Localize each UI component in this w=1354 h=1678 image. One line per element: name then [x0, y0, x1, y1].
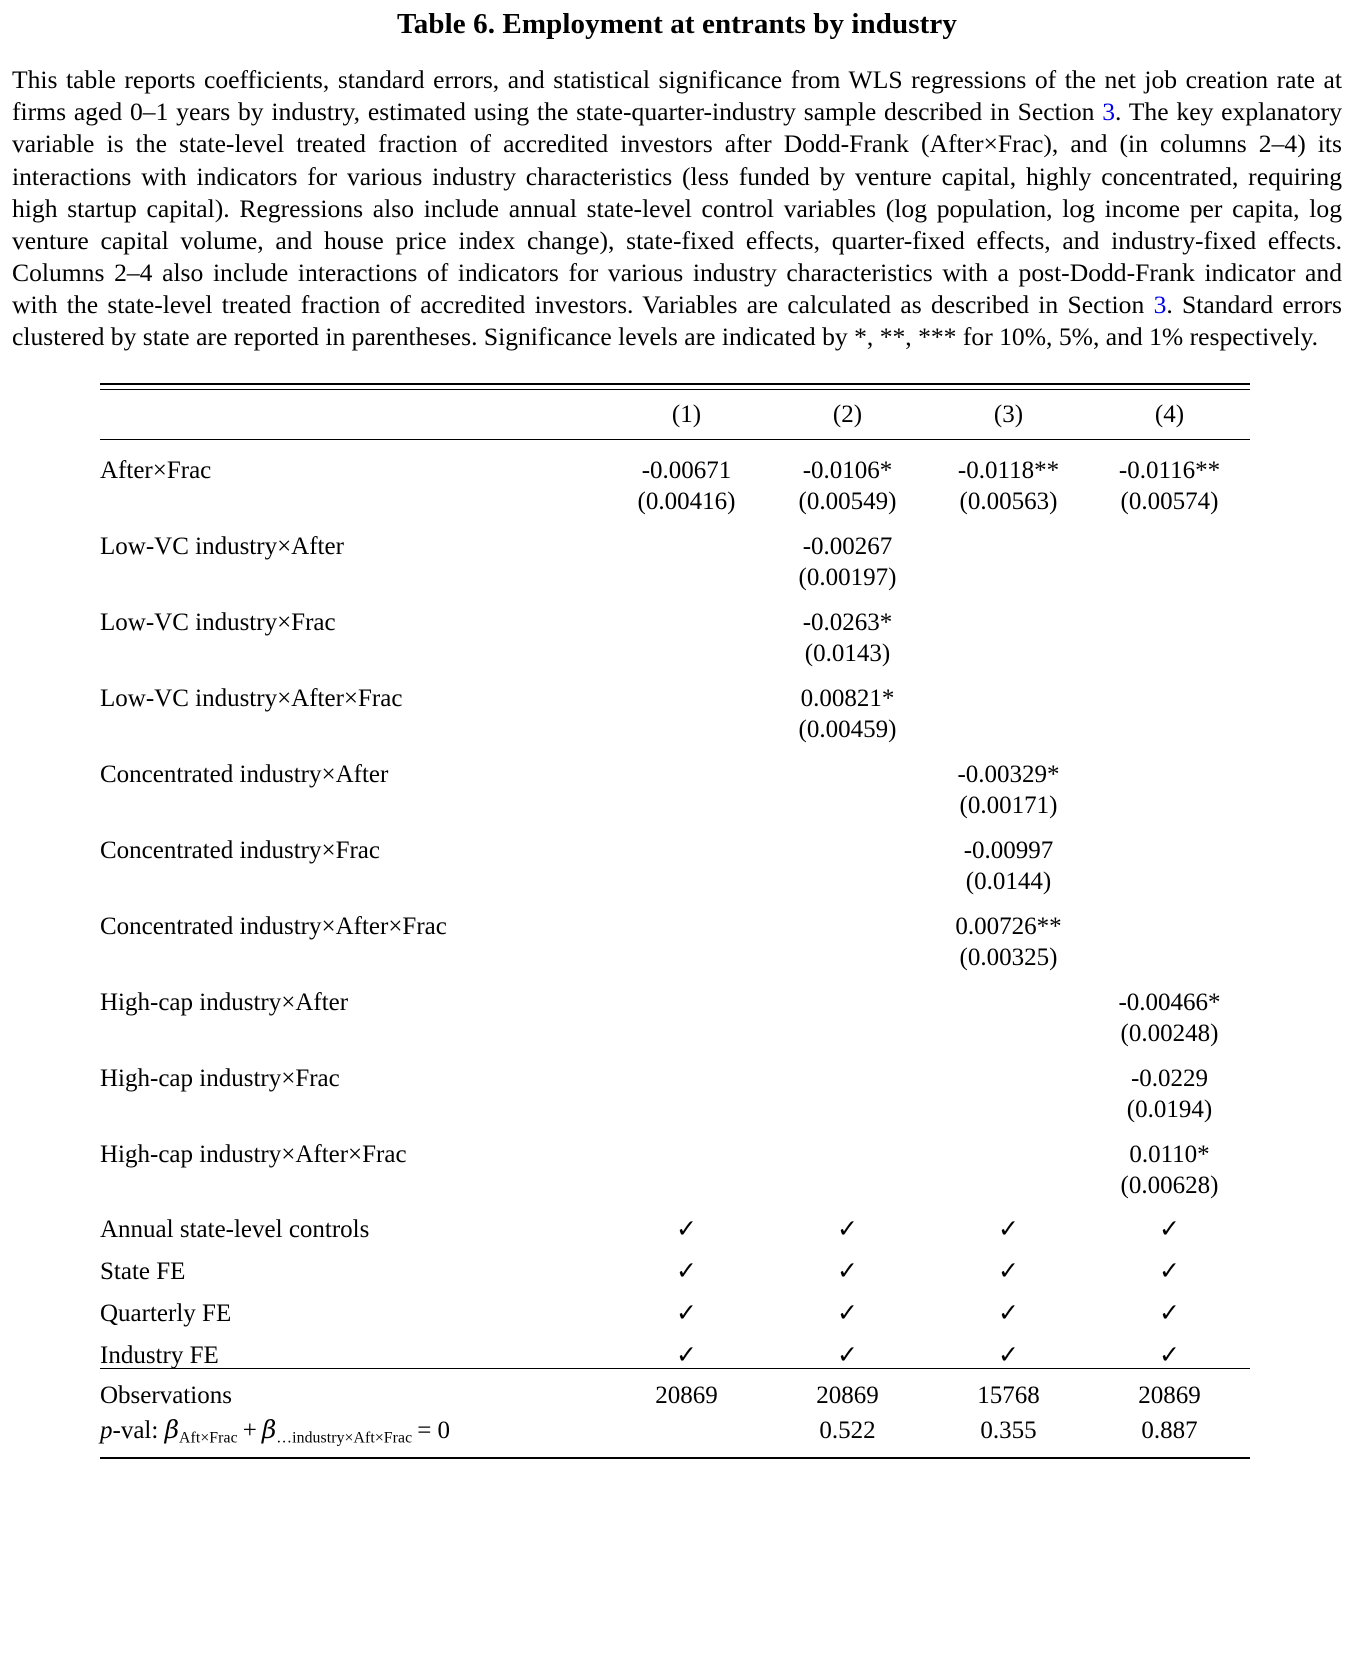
std-error-cell: (0.0144) [965, 868, 1052, 896]
caption-segment-1: This table reports coefficients, standard errors, and statistical significance from WLS regressions of the net job creation rate at firms aged 0–1 years by industry, estimated using the state-quarter-industry sample described in Section [12, 65, 1342, 127]
table-row [100, 637, 1250, 668]
coefficient-cell [606, 1048, 767, 1093]
row-label-spacer [100, 1169, 606, 1200]
coefficient-cell: -0.0263* [802, 609, 893, 637]
coefficient-cell [1089, 668, 1250, 713]
check-icon: ✓ [1159, 1342, 1180, 1370]
row-label-spacer [100, 637, 606, 668]
std-error-cell: (0.0143) [804, 640, 891, 668]
coefficient-cell: -0.00671 [641, 457, 732, 485]
std-error-cell: (0.00549) [798, 488, 897, 516]
pvalue-p-italic: p [100, 1417, 113, 1445]
coefficient-cell [928, 668, 1089, 713]
std-error-cell: (0.0194) [1126, 1096, 1213, 1124]
table-row [100, 485, 1250, 516]
check-icon: ✓ [837, 1216, 858, 1244]
column-header-3: (3) [993, 401, 1024, 429]
coefficient-cell: -0.00997 [963, 837, 1054, 865]
row-label: State FE [100, 1258, 186, 1286]
row-label-spacer [100, 865, 606, 896]
coefficient-cell [928, 516, 1089, 561]
table-row [100, 865, 1250, 896]
coefficient-cell [767, 896, 928, 941]
std-error-cell [606, 713, 767, 744]
rule [100, 1458, 1250, 1459]
observations-cell: 20869 [655, 1382, 718, 1410]
coefficient-cell: -0.00267 [802, 533, 893, 561]
check-icon: ✓ [837, 1300, 858, 1328]
std-error-cell [767, 865, 928, 896]
std-error-cell [1089, 713, 1250, 744]
std-error-cell [606, 1169, 767, 1200]
std-error-cell [1089, 637, 1250, 668]
row-label: High-cap industry×After [100, 989, 349, 1017]
std-error-cell [606, 789, 767, 820]
table-row [100, 941, 1250, 972]
std-error-cell: (0.00197) [798, 564, 897, 592]
std-error-cell [606, 1017, 767, 1048]
std-error-cell [928, 713, 1089, 744]
table-row [100, 1017, 1250, 1048]
pvalue-row-label [100, 1410, 606, 1457]
table-row [100, 1284, 1250, 1326]
row-label: Concentrated industry×After×Frac [100, 913, 447, 941]
std-error-cell [767, 1093, 928, 1124]
coefficient-cell: -0.0229 [1130, 1065, 1209, 1093]
table-row [100, 1410, 1250, 1457]
equals-zero: = 0 [417, 1417, 451, 1445]
header-spacer [100, 390, 606, 440]
table-row [100, 668, 1250, 713]
coefficient-cell [767, 744, 928, 789]
coefficient-cell [928, 592, 1089, 637]
std-error-cell [606, 1093, 767, 1124]
table-row [100, 440, 1250, 485]
coefficient-cell [1089, 592, 1250, 637]
regression-table [100, 383, 1250, 1458]
coefficient-cell [606, 516, 767, 561]
coefficient-cell [1089, 516, 1250, 561]
check-icon: ✓ [998, 1300, 1019, 1328]
beta-symbol-2: β [261, 1415, 277, 1445]
table-bottom-rule [100, 1458, 1250, 1459]
check-icon: ✓ [837, 1342, 858, 1370]
std-error-cell: (0.00171) [959, 792, 1058, 820]
table-header-row [100, 390, 1250, 440]
row-label: High-cap industry×Frac [100, 1065, 340, 1093]
check-icon: ✓ [998, 1258, 1019, 1286]
row-label-spacer [100, 713, 606, 744]
table-row [100, 1200, 1250, 1242]
std-error-cell [606, 941, 767, 972]
std-error-cell [928, 637, 1089, 668]
std-error-cell [1089, 789, 1250, 820]
table-row [100, 789, 1250, 820]
coefficient-cell [606, 820, 767, 865]
column-header-1: (1) [671, 401, 702, 429]
coefficient-cell [767, 1124, 928, 1169]
beta-subscript-2: …industry×Aft×Frac [276, 1429, 413, 1447]
table-row [100, 744, 1250, 789]
row-label-spacer [100, 1093, 606, 1124]
row-label: Low-VC industry×Frac [100, 609, 336, 637]
std-error-cell [767, 789, 928, 820]
table-row [100, 592, 1250, 637]
std-error-cell: (0.00574) [1120, 488, 1219, 516]
caption-segment-2: . The key explanatory variable is the state-level treated fraction of accredited investors after Dodd-Frank (After×Frac), and (in columns 2–4) its interactions with indicators for various industry characteristics (less funded by venture capital, highly concentrated, requiring high startup capital). Regressions also include annual state-level control variables (log population, log income per capita, log venture capital volume, and house price index change), state-fixed effects, quarter-fixed effects, and industry-fixed effects. Columns 2–4 also include interactions of indicators for various industry characteristics with a post-Dodd-Frank indicator and with the state-level treated fraction of accredited investors. Variables are calculated as described in Section [12, 97, 1342, 320]
coefficient-cell [606, 972, 767, 1017]
std-error-cell: (0.00248) [1120, 1020, 1219, 1048]
coefficient-cell [606, 1124, 767, 1169]
std-error-cell [928, 1093, 1089, 1124]
pvalue-cell: 0.887 [1141, 1417, 1198, 1445]
check-icon: ✓ [1159, 1216, 1180, 1244]
row-label: Low-VC industry×After [100, 533, 344, 561]
row-label: High-cap industry×After×Frac [100, 1141, 407, 1169]
row-label: After×Frac [100, 457, 212, 485]
check-icon: ✓ [998, 1216, 1019, 1244]
table-caption [12, 64, 1342, 353]
coefficient-cell [606, 744, 767, 789]
regression-table-wrapper [8, 383, 1346, 1458]
observations-cell: 20869 [816, 1382, 879, 1410]
table-row [100, 820, 1250, 865]
coefficient-cell [1089, 744, 1250, 789]
std-error-cell: (0.00416) [637, 488, 736, 516]
row-label-spacer [100, 1017, 606, 1048]
pvalue-cell: 0.522 [819, 1417, 876, 1445]
observations-cell: 20869 [1138, 1382, 1201, 1410]
table-row [100, 516, 1250, 561]
std-error-cell [606, 865, 767, 896]
coefficient-cell: -0.0106* [802, 457, 893, 485]
plus-operator: + [242, 1417, 257, 1445]
coefficient-cell [767, 1048, 928, 1093]
beta-subscript-1: Aft×Frac [179, 1429, 238, 1447]
row-label: Quarterly FE [100, 1300, 232, 1328]
row-label-spacer [100, 561, 606, 592]
check-icon: ✓ [1159, 1258, 1180, 1286]
table-row [100, 972, 1250, 1017]
coefficient-cell [606, 896, 767, 941]
std-error-cell [1089, 941, 1250, 972]
table-row [100, 1048, 1250, 1093]
std-error-cell [928, 1017, 1089, 1048]
std-error-cell [767, 1169, 928, 1200]
table-row [100, 713, 1250, 744]
std-error-cell [928, 1169, 1089, 1200]
row-label: Concentrated industry×Frac [100, 837, 380, 865]
table-row [100, 1093, 1250, 1124]
coefficient-cell: -0.0118** [957, 457, 1060, 485]
check-icon: ✓ [676, 1342, 697, 1370]
check-icon: ✓ [676, 1216, 697, 1244]
check-icon: ✓ [676, 1258, 697, 1286]
std-error-cell: (0.00325) [959, 944, 1058, 972]
row-label: Concentrated industry×After [100, 761, 389, 789]
section-reference-link-1[interactable]: 3 [1102, 97, 1116, 127]
check-icon: ✓ [676, 1300, 697, 1328]
coefficient-cell: -0.0116** [1118, 457, 1221, 485]
coefficient-cell [767, 820, 928, 865]
check-icon: ✓ [837, 1258, 858, 1286]
coefficient-cell [928, 972, 1089, 1017]
coefficient-cell: -0.00466* [1118, 989, 1221, 1017]
row-label: Low-VC industry×After×Frac [100, 685, 403, 713]
coefficient-cell [928, 1048, 1089, 1093]
coefficient-cell [606, 592, 767, 637]
coefficient-cell [1089, 896, 1250, 941]
pvalue-cell: 0.355 [980, 1417, 1037, 1445]
page-title: Table 6. Employment at entrants by industry [397, 8, 957, 40]
observations-cell: 15768 [977, 1382, 1040, 1410]
pvalue-cell [606, 1410, 767, 1457]
row-label: Observations [100, 1382, 232, 1410]
std-error-cell [928, 561, 1089, 592]
std-error-cell [1089, 561, 1250, 592]
caption-segment-3: . Standard errors clustered by state are reported in parentheses. Significance levels are indicated by *, **, *** for 10%, 5%, and 1% respectively. [12, 290, 1343, 352]
section-reference-link-2[interactable]: 3 [1153, 290, 1167, 320]
coefficient-cell: 0.00821* [800, 685, 895, 713]
column-header-4: (4) [1154, 401, 1185, 429]
beta-symbol-1: β [164, 1415, 180, 1445]
row-label: Annual state-level controls [100, 1216, 370, 1244]
check-icon: ✓ [998, 1342, 1019, 1370]
check-icon: ✓ [1159, 1300, 1180, 1328]
coefficient-cell [928, 1124, 1089, 1169]
std-error-cell: (0.00459) [798, 716, 897, 744]
std-error-cell [767, 941, 928, 972]
row-label-spacer [100, 789, 606, 820]
table-row [100, 1169, 1250, 1200]
coefficient-cell [606, 668, 767, 713]
table-row [100, 561, 1250, 592]
row-label-spacer [100, 941, 606, 972]
std-error-cell [606, 561, 767, 592]
table-row [100, 896, 1250, 941]
table-row [100, 1242, 1250, 1284]
pvalue-label-rest: -val: [112, 1417, 165, 1445]
coefficient-cell: 0.00726** [955, 913, 1062, 941]
coefficient-cell [1089, 820, 1250, 865]
table-row [100, 1124, 1250, 1169]
std-error-cell [767, 1017, 928, 1048]
row-label-spacer [100, 485, 606, 516]
std-error-cell: (0.00563) [959, 488, 1058, 516]
coefficient-cell: -0.00329* [957, 761, 1060, 789]
std-error-cell [606, 637, 767, 668]
table-page [0, 6, 1354, 1678]
std-error-cell [1089, 865, 1250, 896]
column-header-2: (2) [832, 401, 863, 429]
coefficient-cell [767, 972, 928, 1017]
table-row [100, 1326, 1250, 1369]
table-row [100, 1369, 1250, 1410]
coefficient-cell: 0.0110* [1129, 1141, 1210, 1169]
std-error-cell: (0.00628) [1120, 1172, 1219, 1200]
row-label: Industry FE [100, 1342, 219, 1370]
